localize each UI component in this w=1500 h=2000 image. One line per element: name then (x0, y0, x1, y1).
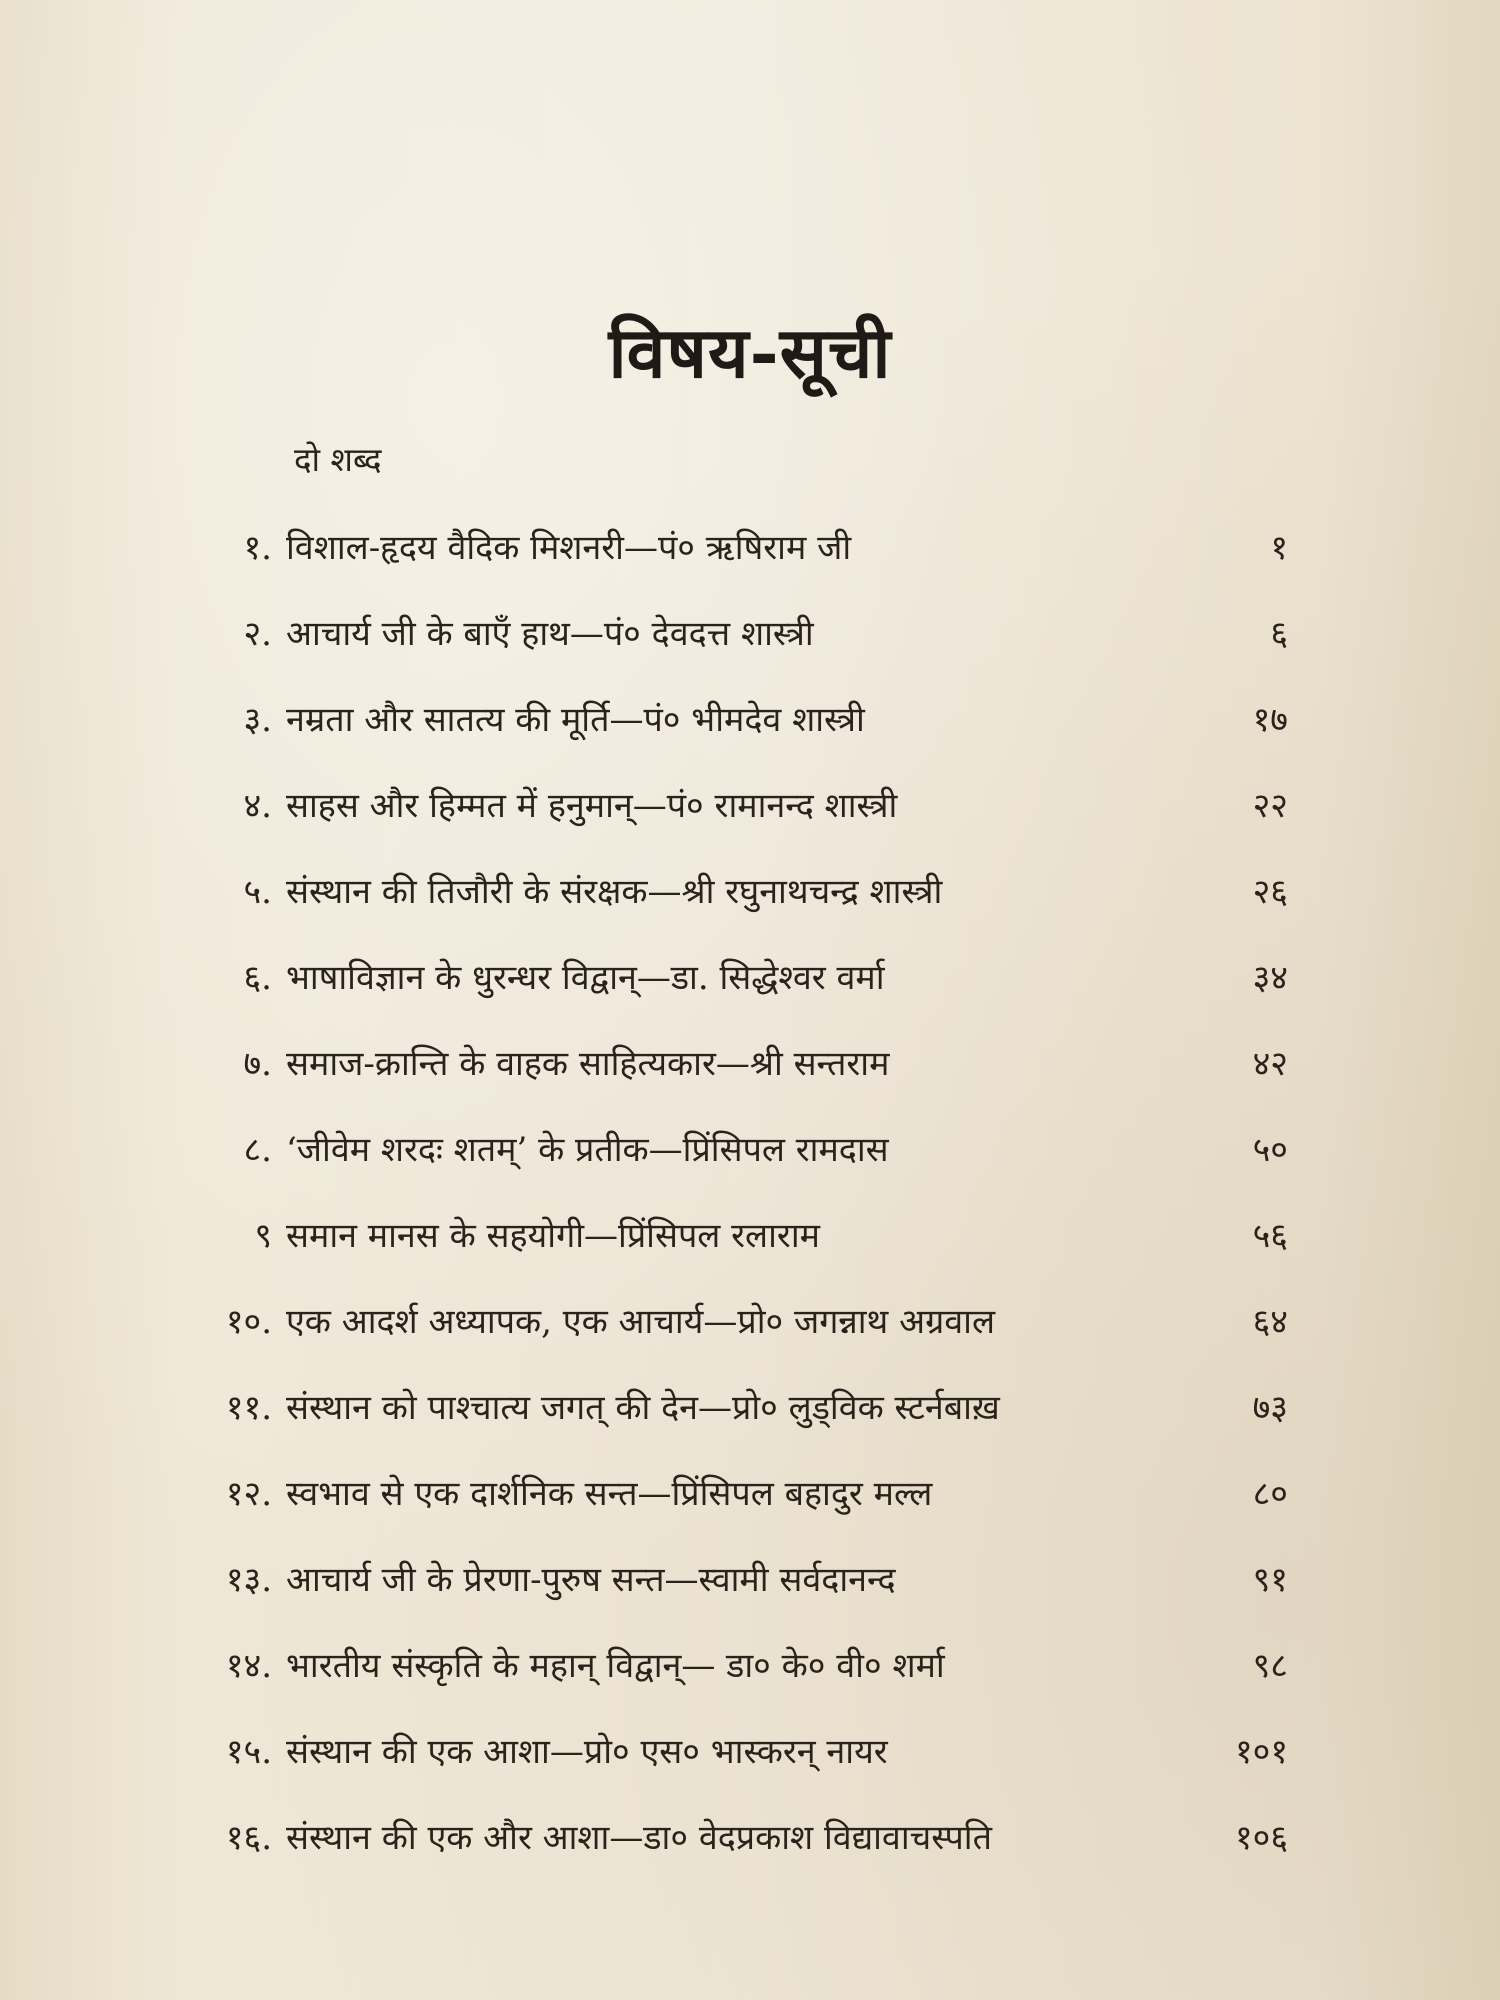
entry-title: समान मानस के सहयोगी—प्रिंसिपल रलाराम (286, 1216, 820, 1256)
entry-number: १६. (225, 1818, 272, 1858)
entry-page-number: ८० (1252, 1474, 1288, 1514)
entry-number: ३. (243, 700, 272, 740)
toc-entry (0, 505, 1500, 591)
entry-number: ८. (243, 1130, 272, 1170)
toc-entry (0, 1107, 1500, 1193)
toc-entry (0, 1021, 1500, 1107)
entry-number: १. (243, 528, 272, 568)
entry-page-number: १०६ (1234, 1818, 1288, 1858)
toc-entry (0, 1537, 1500, 1623)
entry-page-number: ६४ (1252, 1302, 1288, 1342)
entry-page-number: ९८ (1252, 1646, 1288, 1686)
toc-entry (0, 591, 1500, 677)
entry-number: १४. (225, 1646, 272, 1686)
entry-number: ११. (225, 1388, 272, 1428)
entry-page-number: २६ (1252, 872, 1288, 912)
entry-number: २. (243, 614, 272, 654)
entry-title: आचार्य जी के बाएँ हाथ—पं० देवदत्त शास्त्री (286, 614, 814, 654)
toc-entry (0, 1193, 1500, 1279)
toc-entry (0, 1279, 1500, 1365)
entry-page-number: ५० (1252, 1130, 1288, 1170)
entry-page-number: ४२ (1252, 1044, 1288, 1084)
entry-title: भाषाविज्ञान के धुरन्धर विद्वान्—डा. सिद्धेश्वर वर्मा (286, 958, 885, 998)
page-title: विषय-सूची (608, 310, 892, 394)
toc-entry (0, 1709, 1500, 1795)
toc-entry (0, 1365, 1500, 1451)
toc-entry (0, 763, 1500, 849)
entry-title: साहस और हिम्मत में हनुमान्—पं० रामानन्द शास्त्री (286, 786, 898, 826)
entry-title: संस्थान की एक आशा—प्रो० एस० भास्करन् नायर (286, 1732, 888, 1772)
preface-entry: दो शब्द (294, 440, 382, 479)
table-of-contents (0, 505, 1500, 1865)
entry-number: ९ (254, 1216, 272, 1256)
entry-number: १३. (225, 1560, 272, 1600)
entry-number: १२. (225, 1474, 272, 1514)
entry-number: ५. (243, 872, 272, 912)
entry-number: १०. (225, 1302, 272, 1342)
entry-title: स्वभाव से एक दार्शनिक सन्त—प्रिंसिपल बहादुर मल्ल (286, 1474, 933, 1514)
entry-title: संस्थान को पाश्चात्य जगत् की देन—प्रो० लुड्विक स्टर्नबाख़ (286, 1388, 1000, 1428)
entry-title: भारतीय संस्कृति के महान् विद्वान्— डा० के० वी० शर्मा (286, 1646, 945, 1686)
entry-page-number: ५६ (1252, 1216, 1288, 1256)
entry-title: ‘जीवेम शरदः शतम्’ के प्रतीक—प्रिंसिपल रामदास (286, 1130, 889, 1170)
toc-entry (0, 1451, 1500, 1537)
entry-title: एक आदर्श अध्यापक, एक आचार्य—प्रो० जगन्नाथ अग्रवाल (286, 1302, 996, 1342)
entry-page-number: २२ (1252, 786, 1288, 826)
entry-number: ६. (243, 958, 272, 998)
toc-entry (0, 677, 1500, 763)
toc-entry (0, 935, 1500, 1021)
toc-entry (0, 1623, 1500, 1709)
entry-title: संस्थान की तिजौरी के संरक्षक—श्री रघुनाथचन्द्र शास्त्री (286, 872, 943, 912)
entry-page-number: ३४ (1252, 958, 1288, 998)
entry-page-number: १७ (1252, 700, 1288, 740)
entry-number: ७. (243, 1044, 272, 1084)
toc-entry (0, 849, 1500, 935)
entry-page-number: १ (1270, 528, 1288, 568)
entry-page-number: १०१ (1234, 1732, 1288, 1772)
entry-page-number: ७३ (1252, 1388, 1288, 1428)
entry-title: समाज-क्रान्ति के वाहक साहित्यकार—श्री सन्तराम (286, 1044, 890, 1084)
entry-page-number: ६ (1270, 614, 1288, 654)
entry-title: नम्रता और सातत्य की मूर्ति—पं० भीमदेव शास्त्री (286, 700, 865, 740)
entry-title: विशाल-हृदय वैदिक मिशनरी—पं० ऋषिराम जी (286, 528, 852, 568)
entry-page-number: ९१ (1252, 1560, 1288, 1600)
entry-title: आचार्य जी के प्रेरणा-पुरुष सन्त—स्वामी सर्वदानन्द (286, 1560, 896, 1600)
entry-title: संस्थान की एक और आशा—डा० वेदप्रकाश विद्यावाचस्पति (286, 1818, 992, 1858)
entry-number: १५. (225, 1732, 272, 1772)
toc-entry (0, 1795, 1500, 1881)
entry-number: ४. (243, 786, 272, 826)
